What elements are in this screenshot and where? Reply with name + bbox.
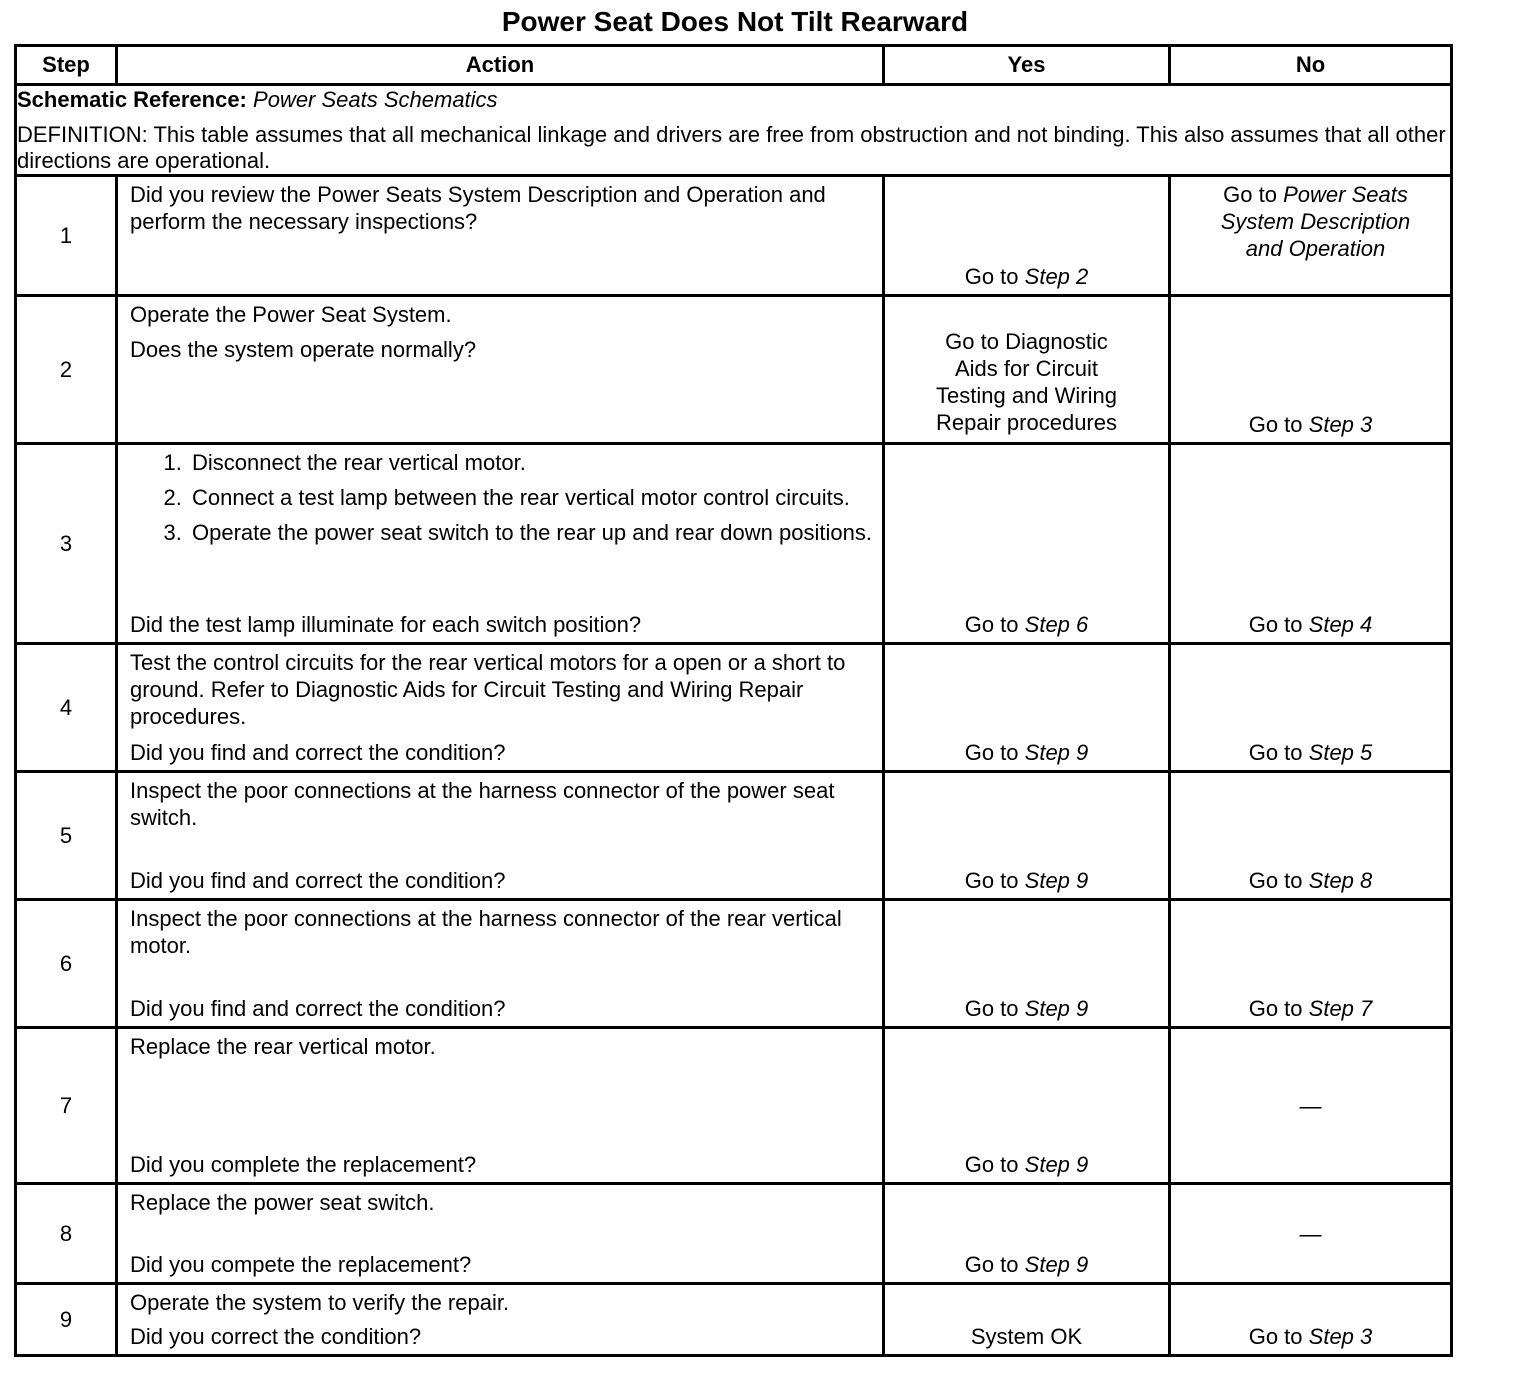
table-row — [16, 644, 1452, 772]
yes-cell[interactable] — [884, 444, 1170, 644]
no-cell[interactable] — [1170, 444, 1452, 644]
action-cell — [117, 444, 884, 644]
action-question: Did you complete the replacement? — [130, 1152, 477, 1177]
yes-cell[interactable] — [884, 1184, 1170, 1284]
schematic-label: Schematic Reference: — [17, 87, 247, 112]
list-item: 1. Disconnect the rear vertical motor. — [188, 449, 872, 476]
action-question: Did the test lamp illuminate for each switch position? — [130, 612, 642, 637]
yes-cell[interactable] — [884, 1284, 1170, 1356]
action-question: Does the system operate normally? — [130, 337, 477, 362]
schematic-link[interactable]: Power Seats Schematics — [253, 87, 498, 112]
no-dash: — — [1299, 1221, 1322, 1246]
goto-prefix: Go to — [1248, 412, 1303, 437]
no-cell[interactable] — [1170, 296, 1452, 444]
yes-link[interactable]: Step 9 — [1024, 1252, 1089, 1277]
yes-cell[interactable] — [884, 772, 1170, 900]
action-cell — [117, 772, 884, 900]
yes-cell[interactable] — [884, 176, 1170, 296]
no-cell[interactable] — [1170, 176, 1452, 296]
definition-text: DEFINITION: This table assumes that all mechanical linkage and drivers are free from obstruction and not binding. This also assumes that all other directions are operational. — [17, 122, 1446, 173]
goto-prefix: Go to — [964, 740, 1019, 765]
yes-cell[interactable] — [884, 644, 1170, 772]
no-link[interactable]: Step 3 — [1308, 1324, 1373, 1349]
table-row — [16, 1184, 1452, 1284]
step-number: 9 — [16, 1284, 117, 1356]
yes-link[interactable]: Step 9 — [1024, 996, 1089, 1021]
no-cell[interactable] — [1170, 1284, 1452, 1356]
yes-link[interactable]: Step 9 — [1024, 868, 1089, 893]
action-cell — [117, 900, 884, 1028]
yes-link[interactable]: Step 6 — [1024, 612, 1089, 637]
action-text: Inspect the poor connections at the harness connector of the rear vertical motor. — [130, 906, 842, 958]
header-row — [16, 46, 1452, 85]
action-text: Operate the system to verify the repair. — [130, 1290, 510, 1315]
goto-prefix: Go to — [1248, 996, 1303, 1021]
step-number: 4 — [16, 644, 117, 772]
action-cell — [117, 296, 884, 444]
no-link[interactable]: Power Seats System Description and Operation — [1220, 182, 1411, 261]
action-cell — [117, 1028, 884, 1184]
goto-prefix: Go to — [964, 1252, 1019, 1277]
action-cell — [117, 644, 884, 772]
reference-row — [16, 85, 1452, 176]
page-title: Power Seat Does Not Tilt Rearward — [501, 6, 969, 37]
goto-prefix: Go to — [1248, 1324, 1303, 1349]
no-dash: — — [1299, 1093, 1322, 1118]
action-question: Did you compete the replacement? — [130, 1252, 472, 1277]
step-number: 6 — [16, 900, 117, 1028]
no-cell[interactable] — [1170, 772, 1452, 900]
list-item: 2. Connect a test lamp between the rear vertical motor control circuits. — [188, 484, 872, 511]
diagnostic-table — [14, 44, 1453, 1357]
action-question: Did you find and correct the condition? — [130, 996, 506, 1021]
yes-text[interactable]: Go to Diagnostic Aids for Circuit Testing and Wiring Repair procedures — [936, 329, 1117, 435]
yes-link[interactable]: Step 9 — [1024, 1152, 1089, 1177]
step-number: 1 — [16, 176, 117, 296]
header-yes: Yes — [884, 46, 1170, 85]
header-step: Step — [16, 46, 117, 85]
step-number: 2 — [16, 296, 117, 444]
yes-cell[interactable] — [884, 900, 1170, 1028]
goto-prefix: Go to — [964, 612, 1019, 637]
action-text: Replace the power seat switch. — [130, 1190, 435, 1215]
table-row — [16, 1028, 1452, 1184]
action-cell — [117, 1184, 884, 1284]
no-link[interactable]: Step 4 — [1308, 612, 1373, 637]
no-cell — [1170, 1028, 1452, 1184]
goto-prefix: Go to — [964, 996, 1019, 1021]
action-text: Replace the rear vertical motor. — [130, 1034, 436, 1059]
header-no: No — [1170, 46, 1452, 85]
goto-prefix: Go to — [964, 264, 1019, 289]
step-number: 8 — [16, 1184, 117, 1284]
action-text: Operate the Power Seat System. — [130, 302, 452, 327]
step-number: 7 — [16, 1028, 117, 1184]
goto-prefix: Go to — [1248, 612, 1303, 637]
action-text: Did you review the Power Seats System Description and Operation and perform the necessary inspections? — [130, 182, 826, 234]
goto-prefix: Go to — [964, 1152, 1019, 1177]
action-cell — [117, 176, 884, 296]
no-link[interactable]: Step 7 — [1308, 996, 1373, 1021]
goto-prefix: Go to — [1248, 740, 1303, 765]
action-question: Did you find and correct the condition? — [130, 740, 506, 765]
action-text: Test the control circuits for the rear vertical motors for a open or a short to ground. Refer to Diagnostic Aids for Circuit Testing and Wiring Repair procedures. — [130, 650, 846, 729]
table-row — [16, 176, 1452, 296]
header-action: Action — [117, 46, 884, 85]
step-number: 3 — [16, 444, 117, 644]
no-link[interactable]: Step 3 — [1308, 412, 1373, 437]
yes-link[interactable]: Step 9 — [1024, 740, 1089, 765]
action-text: Inspect the poor connections at the harness connector of the power seat switch. — [130, 778, 835, 830]
action-question: Did you find and correct the condition? — [130, 868, 506, 893]
goto-prefix: Go to — [1223, 182, 1277, 207]
no-cell — [1170, 1184, 1452, 1284]
goto-prefix: Go to — [964, 868, 1019, 893]
action-question: Did you correct the condition? — [130, 1324, 422, 1349]
yes-text[interactable]: System OK — [970, 1324, 1083, 1349]
yes-link[interactable]: Step 2 — [1024, 264, 1089, 289]
procedure-list — [130, 449, 872, 546]
no-cell[interactable] — [1170, 644, 1452, 772]
table-row — [16, 444, 1452, 644]
no-link[interactable]: Step 5 — [1308, 740, 1373, 765]
table-row — [16, 296, 1452, 444]
action-cell — [117, 1284, 884, 1356]
yes-cell[interactable] — [884, 296, 1170, 444]
step-number: 5 — [16, 772, 117, 900]
list-item: 3. Operate the power seat switch to the rear up and rear down positions. — [188, 519, 872, 546]
table-row — [16, 900, 1452, 1028]
no-link[interactable]: Step 8 — [1308, 868, 1373, 893]
table-row — [16, 1284, 1452, 1356]
table-row — [16, 772, 1452, 900]
goto-prefix: Go to — [1248, 868, 1303, 893]
no-cell[interactable] — [1170, 900, 1452, 1028]
yes-cell[interactable] — [884, 1028, 1170, 1184]
